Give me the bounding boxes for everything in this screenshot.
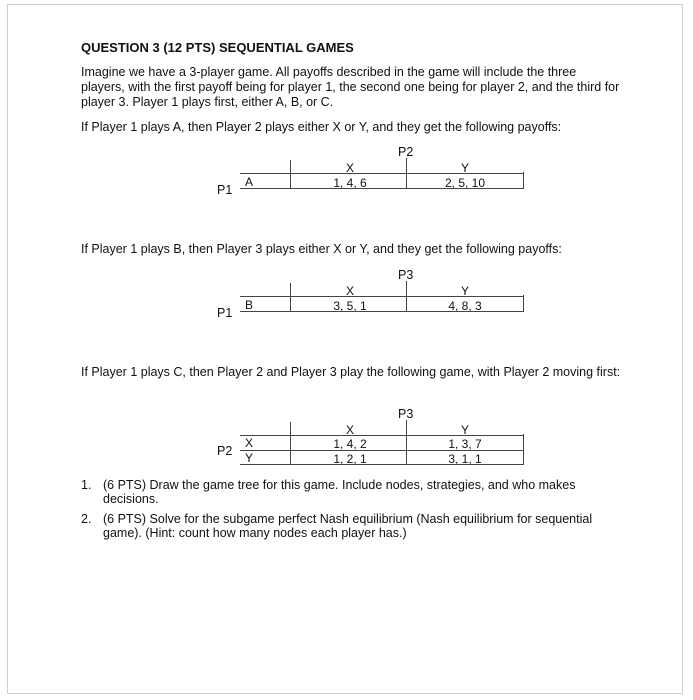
table-c-bottom-rule xyxy=(240,464,524,465)
table-b-cell-by: 4, 8, 3 xyxy=(448,299,482,313)
table-b-divider-left xyxy=(290,283,291,311)
table-c-col-x: X xyxy=(345,423,354,437)
table-a-header-rule xyxy=(240,173,524,174)
table-a-divider-left xyxy=(290,160,291,188)
table-a-cell-ay: 2, 5, 10 xyxy=(444,176,486,190)
table-c-col-y: Y xyxy=(460,423,469,437)
table-b-row-player: P1 xyxy=(217,306,233,320)
table-c-row-x: X xyxy=(245,436,254,450)
table-a-row-a: A xyxy=(245,175,254,189)
table-c-cell-xx: 1, 4, 2 xyxy=(333,437,367,451)
table-c-divider-middle xyxy=(406,420,407,464)
question-list xyxy=(81,478,601,546)
table-a-column-player: P2 xyxy=(398,145,414,159)
table-c-column-player: P3 xyxy=(398,407,414,421)
case-c-text: If Player 1 plays C, then Player 2 and Player 3 play the following game, with Player 2 moving first: xyxy=(81,365,621,379)
table-a-col-y: Y xyxy=(460,161,469,175)
list-item xyxy=(81,512,601,540)
question-text: (6 PTS) Draw the game tree for this game. Include nodes, strategies, and who makes decisions. xyxy=(103,478,576,506)
intro-paragraph: Imagine we have a 3-player game. All payoffs described in the game will include the three players, with the first payoff being for player 1, the second one being for player 2, and the third for player 3. Player 1 plays first, either A, B, or C. xyxy=(81,65,620,109)
table-b-col-x: X xyxy=(345,284,354,298)
table-c-divider-left xyxy=(290,422,291,464)
table-c-cell-xy: 1, 3, 7 xyxy=(448,437,482,451)
question-text: (6 PTS) Solve for the subgame perfect Nash equilibrium (Nash equilibrium for sequential game). (Hint: count how many nodes each player has.) xyxy=(103,512,593,540)
case-a-text: If Player 1 plays A, then Player 2 plays either X or Y, and they get the following payoffs: xyxy=(81,120,562,134)
question-number: 2. xyxy=(81,512,92,526)
case-b-text: If Player 1 plays B, then Player 3 plays either X or Y, and they get the following payoffs: xyxy=(81,242,562,256)
table-c-cell-yy: 3, 1, 1 xyxy=(448,452,482,466)
table-b-divider-right xyxy=(523,295,524,311)
table-b-column-player: P3 xyxy=(398,268,414,282)
list-item xyxy=(81,478,601,506)
table-b-col-y: Y xyxy=(460,284,469,298)
table-b-cell-bx: 3, 5, 1 xyxy=(333,299,367,313)
table-b-bottom-rule xyxy=(240,311,524,312)
table-c-row-rule xyxy=(240,450,524,451)
table-a-col-x: X xyxy=(345,161,354,175)
table-b-header-rule xyxy=(240,296,524,297)
table-c-header-rule xyxy=(240,435,524,436)
table-c-divider-right xyxy=(523,434,524,464)
table-a-bottom-rule xyxy=(240,188,524,189)
table-a-cell-ax: 1, 4, 6 xyxy=(333,176,367,190)
table-c-cell-yx: 1, 2, 1 xyxy=(333,452,367,466)
table-a-divider-right xyxy=(523,172,524,188)
question-number: 1. xyxy=(81,478,92,492)
table-b-row-b: B xyxy=(245,298,254,312)
table-c-row-player: P2 xyxy=(217,444,233,458)
table-c-row-y: Y xyxy=(245,451,254,465)
table-a-row-player: P1 xyxy=(217,183,233,197)
question-title: QUESTION 3 (12 PTS) SEQUENTIAL GAMES xyxy=(81,40,354,55)
